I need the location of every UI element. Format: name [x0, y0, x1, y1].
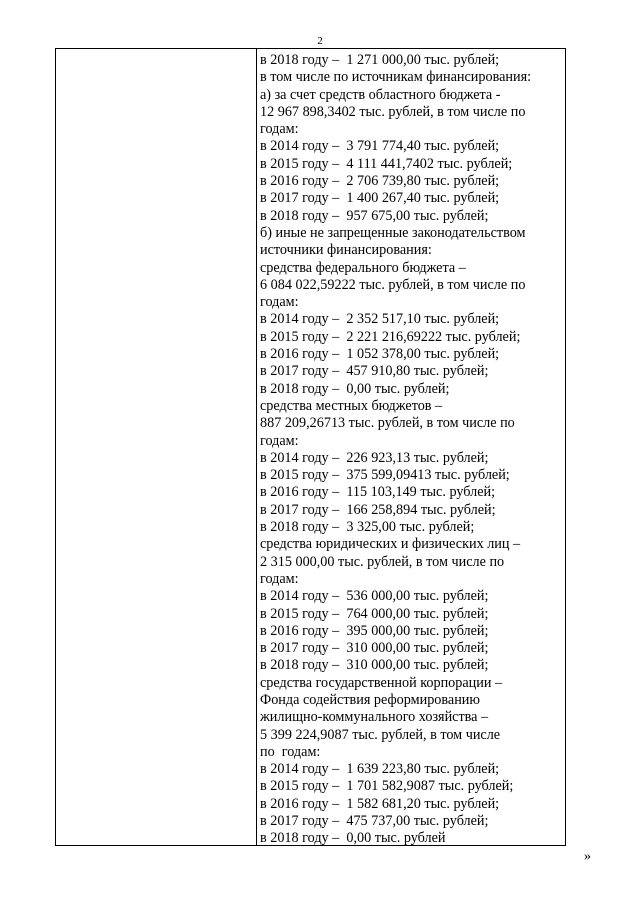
- funding-text-line: средства государственной корпорации –: [260, 674, 503, 691]
- funding-text-line: средства местных бюджетов –: [260, 397, 443, 414]
- funding-text-line: в 2018 году – 0,00 тыс. рублей;: [260, 380, 450, 397]
- funding-text-line: Фонда содействия реформированию: [260, 691, 480, 708]
- funding-text-line: годам:: [260, 294, 299, 311]
- funding-text-line: годам:: [260, 432, 299, 449]
- funding-text-line: в 2017 году – 1 400 267,40 тыс. рублей;: [260, 190, 500, 207]
- funding-text-line: в 2015 году – 375 599,09413 тыс. рублей;: [260, 467, 510, 484]
- funding-text-line: в 2014 году – 3 791 774,40 тыс. рублей;: [260, 138, 500, 155]
- funding-text-line: в 2014 году – 536 000,00 тыс. рублей;: [260, 588, 489, 605]
- funding-text-line: в 2018 году – 310 000,00 тыс. рублей;: [260, 657, 489, 674]
- funding-text-line: в 2017 году – 310 000,00 тыс. рублей;: [260, 640, 489, 657]
- table-left-cell: [56, 49, 257, 845]
- funding-text-line: в 2018 году – 0,00 тыс. рублей: [260, 830, 446, 847]
- funding-text-line: в 2017 году – 457 910,80 тыс. рублей;: [260, 363, 489, 380]
- funding-text-line: б) иные не запрещенные законодательством: [260, 224, 526, 241]
- funding-text-line: жилищно-коммунального хозяйства –: [260, 709, 489, 726]
- closing-quote: »: [584, 849, 591, 864]
- funding-text-line: в 2015 году – 764 000,00 тыс. рублей;: [260, 605, 489, 622]
- funding-text-line: в 2014 году – 2 352 517,10 тыс. рублей;: [260, 311, 500, 328]
- funding-text-line: 6 084 022,59222 тыс. рублей, в том числе по: [260, 276, 526, 293]
- table-right-cell: [260, 52, 564, 848]
- funding-text-line: 887 209,26713 тыс. рублей, в том числе по: [260, 415, 515, 432]
- funding-text-line: средства юридических и физических лиц –: [260, 536, 521, 553]
- funding-text-line: в 2014 году – 1 639 223,80 тыс. рублей;: [260, 761, 500, 778]
- funding-text-line: 12 967 898,3402 тыс. рублей, в том числе по: [260, 103, 526, 120]
- funding-text-line: 5 399 224,9087 тыс. рублей, в том числе: [260, 726, 501, 743]
- funding-text-line: в 2016 году – 1 582 681,20 тыс. рублей;: [260, 795, 500, 812]
- funding-text-line: в 2017 году – 166 258,894 тыс. рублей;: [260, 501, 496, 518]
- funding-text-line: источники финансирования:: [260, 242, 432, 259]
- funding-text-line: в 2018 году – 3 325,00 тыс. рублей;: [260, 519, 475, 536]
- funding-text-line: 2 315 000,00 тыс. рублей, в том числе по: [260, 553, 505, 570]
- funding-text-line: в 2018 году – 957 675,00 тыс. рублей;: [260, 207, 489, 224]
- funding-text-line: годам:: [260, 570, 299, 587]
- funding-text-line: в 2014 году – 226 923,13 тыс. рублей;: [260, 449, 489, 466]
- funding-text-line: в 2015 году – 4 111 441,7402 тыс. рублей;: [260, 155, 513, 172]
- page-number: 2: [317, 35, 323, 47]
- funding-text-line: в 2015 году – 2 221 216,69222 тыс. рублей;: [260, 328, 521, 345]
- funding-text-line: в 2018 году – 1 271 000,00 тыс. рублей;: [260, 52, 500, 68]
- funding-text-line: в 2016 году – 1 052 378,00 тыс. рублей;: [260, 346, 500, 363]
- funding-text-line: годам:: [260, 121, 299, 138]
- funding-text-line: в 2016 году – 115 103,149 тыс. рублей;: [260, 484, 496, 501]
- funding-text-line: в 2016 году – 2 706 739,80 тыс. рублей;: [260, 173, 500, 190]
- funding-text-line: в 2015 году – 1 701 582,9087 тыс. рублей;: [260, 778, 514, 795]
- funding-text-line: в том числе по источникам финансирования:: [260, 69, 532, 86]
- funding-text-line: в 2016 году – 395 000,00 тыс. рублей;: [260, 622, 489, 639]
- funding-table: [55, 48, 566, 846]
- funding-text-line: по годам:: [260, 743, 321, 760]
- funding-text-line: в 2017 году – 475 737,00 тыс. рублей;: [260, 813, 489, 830]
- funding-text-line: средства федерального бюджета –: [260, 259, 466, 276]
- funding-text-line: а) за счет средств областного бюджета -: [260, 86, 501, 103]
